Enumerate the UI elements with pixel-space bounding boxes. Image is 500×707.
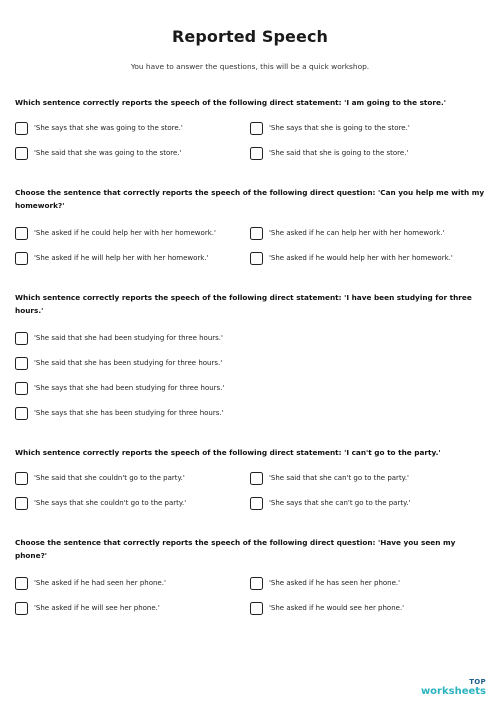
option-label: 'She said that she has been studying for three hours.': [34, 359, 223, 367]
checkbox[interactable]: [250, 122, 263, 135]
checkbox[interactable]: [15, 472, 28, 485]
checkbox[interactable]: [15, 147, 28, 160]
option-label: 'She says that she has been studying for three hours.': [34, 409, 224, 417]
checkbox[interactable]: [15, 407, 28, 420]
checkbox[interactable]: [15, 332, 28, 345]
option-label: 'She says that she was going to the store.': [34, 124, 183, 132]
page-subtitle: You have to answer the questions, this will be a quick workshop.: [130, 62, 370, 71]
option-label: 'She asked if he would see her phone.': [269, 604, 405, 612]
checkbox[interactable]: [15, 227, 28, 240]
checkbox[interactable]: [15, 382, 28, 395]
checkbox[interactable]: [15, 577, 28, 590]
option-label: 'She says that she is going to the store.': [269, 124, 410, 132]
option-label: 'She said that she can't go to the party.': [269, 474, 409, 482]
option-label: 'She says that she can't go to the party.': [269, 499, 411, 507]
checkbox[interactable]: [15, 252, 28, 265]
question-text: Which sentence correctly reports the speech of the following direct statement: 'I can't go to the party.': [15, 448, 441, 457]
checkbox[interactable]: [250, 227, 263, 240]
option-label: 'She asked if he had seen her phone.': [34, 579, 166, 587]
brand-top-label: TOP: [469, 678, 486, 686]
brand-logo: [421, 678, 486, 697]
option-label: 'She asked if he would help her with her homework.': [269, 254, 453, 262]
page-title: Reported Speech: [171, 27, 329, 46]
option-label: 'She said that she couldn't go to the party.': [34, 474, 185, 482]
option-label: 'She asked if he could help her with her homework.': [34, 229, 216, 237]
option-label: 'She asked if he will help her with her homework.': [34, 254, 209, 262]
option-label: 'She asked if he has seen her phone.': [269, 579, 401, 587]
checkbox[interactable]: [15, 602, 28, 615]
question-text: Choose the sentence that correctly reports the speech of the following direct question: 'Have you seen my phone?': [15, 538, 456, 560]
checkbox[interactable]: [15, 122, 28, 135]
question-text: Which sentence correctly reports the speech of the following direct statement: 'I have been studying for three hours.': [15, 293, 472, 315]
checkbox[interactable]: [15, 497, 28, 510]
checkbox[interactable]: [250, 252, 263, 265]
option-label: 'She says that she couldn't go to the party.': [34, 499, 187, 507]
checkbox[interactable]: [250, 472, 263, 485]
option-label: 'She asked if he will see her phone.': [34, 604, 160, 612]
option-label: 'She said that she had been studying for three hours.': [34, 334, 223, 342]
checkbox[interactable]: [250, 602, 263, 615]
question-text: Which sentence correctly reports the speech of the following direct statement: 'I am going to the store.': [15, 98, 446, 107]
question-text: Choose the sentence that correctly reports the speech of the following direct question: 'Can you help me with my homework?': [15, 188, 485, 210]
option-label: 'She asked if he can help her with her homework.': [269, 229, 445, 237]
option-label: 'She said that she is going to the store.': [269, 149, 409, 157]
option-label: 'She says that she had been studying for three hours.': [34, 384, 225, 392]
checkbox[interactable]: [15, 357, 28, 370]
checkbox[interactable]: [250, 577, 263, 590]
option-label: 'She said that she was going to the store.': [34, 149, 182, 157]
checkbox[interactable]: [250, 147, 263, 160]
brand-name: worksheets: [420, 686, 486, 697]
checkbox[interactable]: [250, 497, 263, 510]
